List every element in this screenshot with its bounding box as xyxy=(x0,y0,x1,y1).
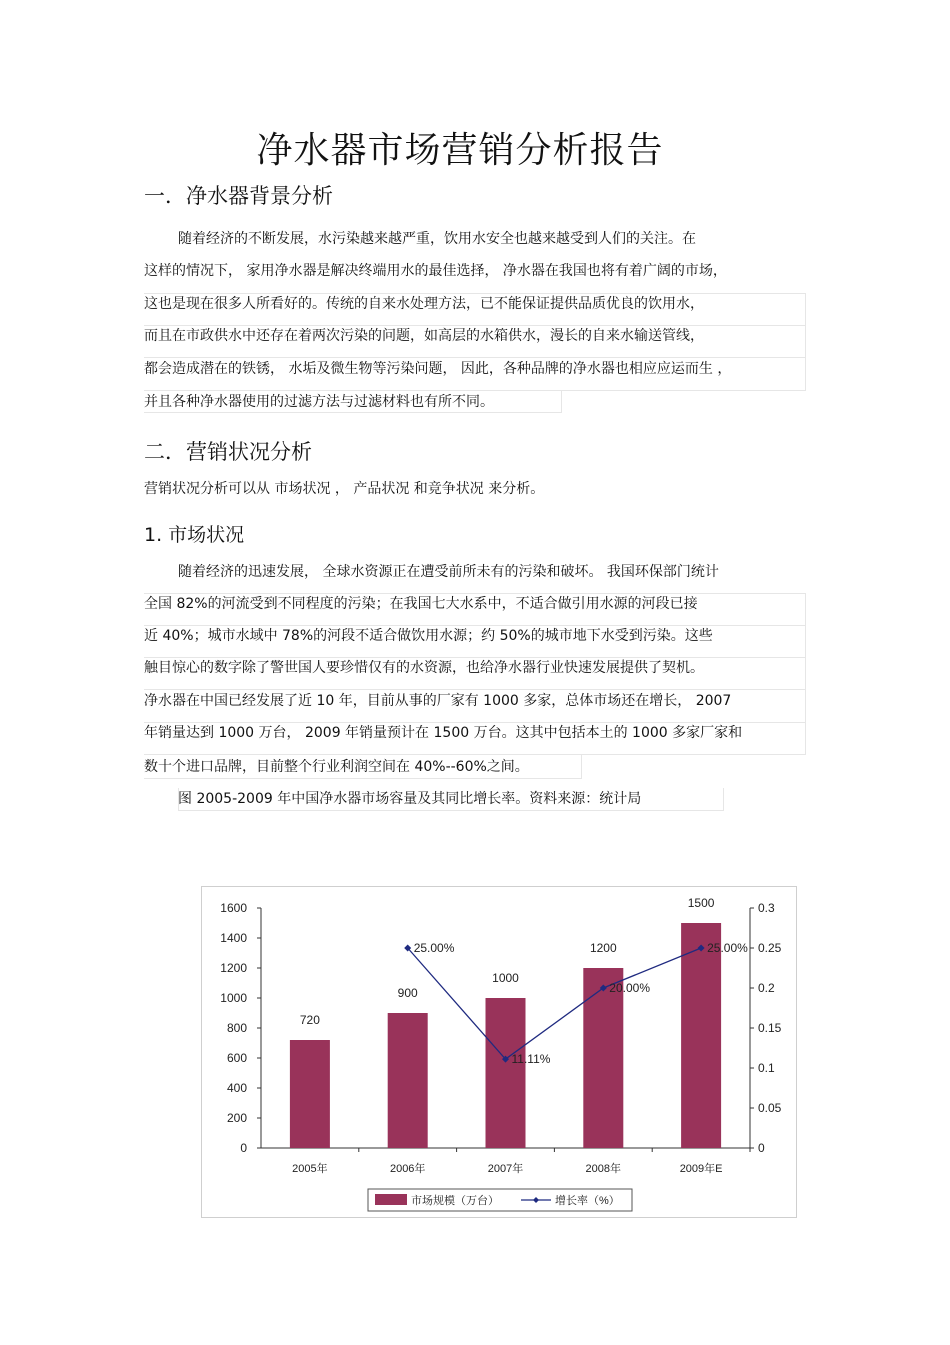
page-title: 净水器市场营销分析报告 xyxy=(256,130,664,171)
scan-line xyxy=(144,754,806,755)
x-tick-label: 2006年 xyxy=(389,1163,426,1175)
scan-line xyxy=(805,593,806,754)
scan-line xyxy=(805,293,806,390)
paragraph-line: 而且在市政供水中还存在着两次污染的问题，如高层的水箱供水，漫长的自来水输送管线， xyxy=(144,328,704,344)
y2-tick-label: 0.05 xyxy=(758,1101,782,1115)
bar-2009年E xyxy=(681,923,721,1148)
paragraph-line: 并且各种净水器使用的过滤方法与过滤材料也有所不同。 xyxy=(144,394,494,410)
y-tick-label: 1600 xyxy=(220,901,247,915)
scan-line xyxy=(178,788,179,810)
section-heading-marketing: 二．营销状况分析 xyxy=(144,440,312,464)
y2-tick-label: 0.15 xyxy=(758,1021,782,1035)
scan-line xyxy=(144,390,806,391)
market-chart xyxy=(201,886,797,1218)
scan-line xyxy=(178,810,724,811)
y2-tick-label: 0.25 xyxy=(758,941,782,955)
y2-tick-label: 0 xyxy=(758,1141,765,1155)
y-tick-label: 1400 xyxy=(220,931,247,945)
y-tick-label: 200 xyxy=(226,1111,247,1125)
y-tick-label: 1000 xyxy=(220,991,247,1005)
x-tick-label: 2005年 xyxy=(292,1163,328,1175)
scan-line xyxy=(581,754,582,778)
scan-line xyxy=(144,293,806,294)
paragraph-line: 触目惊心的数字除了警世国人要珍惜仅有的水资源，也给净水器行业快速发展提供了契机。 xyxy=(144,660,704,676)
y-tick-label: 1200 xyxy=(220,961,247,975)
y2-tick-label: 0.2 xyxy=(758,981,775,995)
paragraph-line: 数十个进口品牌，目前整个行业利润空间在 40%--60%之间。 xyxy=(144,759,529,775)
paragraph-line: 随着经济的不断发展，水污染越来越严重，饮用水安全也越来越受到人们的关注。在 xyxy=(178,231,696,247)
bar-2006年 xyxy=(388,1013,428,1148)
x-tick-label: 2008年 xyxy=(585,1163,622,1175)
y-tick-label: 800 xyxy=(226,1021,247,1035)
y2-tick-label: 0.3 xyxy=(758,901,775,915)
scan-line xyxy=(144,689,806,690)
paragraph-line: 这也是现在很多人所看好的。传统的自来水处理方法，已不能保证提供品质优良的饮用水， xyxy=(144,296,704,312)
scan-line xyxy=(144,325,806,326)
scan-line xyxy=(723,788,724,810)
y2-tick-label: 0.1 xyxy=(758,1061,775,1075)
growth-rate-label: 25.00% xyxy=(413,941,455,955)
legend-bar-swatch xyxy=(375,1194,407,1205)
scan-line xyxy=(144,593,806,594)
bar-value-label: 1200 xyxy=(589,941,617,955)
scan-line xyxy=(561,390,562,412)
paragraph-line: 全国 82%的河流受到不同程度的污染；在我国七大水系中，不适合做引用水源的河段已接 xyxy=(144,596,698,612)
scan-line xyxy=(144,722,806,723)
y-tick-label: 400 xyxy=(226,1081,247,1095)
scan-line xyxy=(144,625,806,626)
paragraph-line: 年销量达到 1000 万台， 2009 年销量预计在 1500 万台。这其中包括本土的 1000 多家厂家和 xyxy=(144,725,743,741)
bar-value-label: 900 xyxy=(397,986,418,1000)
bar-2008年 xyxy=(583,968,623,1148)
scan-line xyxy=(144,412,562,413)
y-tick-label: 0 xyxy=(240,1141,247,1155)
bar-value-label: 720 xyxy=(299,1013,320,1027)
subsection-heading-market: 1. 市场状况 xyxy=(144,524,245,546)
legend-line-label: 增长率（%） xyxy=(555,1195,620,1207)
bar-value-label: 1500 xyxy=(687,896,715,910)
growth-rate-label: 11.11% xyxy=(511,1052,551,1067)
bar-value-label: 1000 xyxy=(492,971,519,985)
scan-line xyxy=(144,657,806,658)
x-tick-label: 2007年 xyxy=(487,1163,524,1175)
market-chart-svg xyxy=(201,886,797,1218)
scan-line xyxy=(144,778,582,779)
figure-caption: 图 2005-2009 年中国净水器市场容量及其同比增长率。资料来源：统计局 xyxy=(178,791,642,807)
bar-2005年 xyxy=(290,1040,330,1148)
paragraph-line: 近 40%；城市水域中 78%的河段不适合做饮用水源；约 50%的城市地下水受到污染。这些 xyxy=(144,628,713,644)
growth-rate-label: 20.00% xyxy=(609,981,651,995)
bar-2007年 xyxy=(486,998,526,1148)
x-tick-label: 2009年E xyxy=(679,1163,723,1175)
growth-rate-label: 25.00% xyxy=(707,941,748,955)
paragraph-line: 净水器在中国已经发展了近 10 年，目前从事的厂家有 1000 多家，总体市场还在增长， 2007 xyxy=(144,693,732,709)
section-heading-background: 一．净水器背景分析 xyxy=(144,184,333,208)
y-tick-label: 600 xyxy=(226,1051,247,1065)
paragraph-line: 随着经济的迅速发展， 全球水资源正在遭受前所未有的污染和破坏。 我国环保部门统计 xyxy=(178,564,719,580)
legend-bar-label: 市场规模（万台） xyxy=(411,1195,499,1207)
paragraph-line: 都会造成潜在的铁锈， 水垢及微生物等污染问题， 因此，各种品牌的净水器也相应应运而生 ， xyxy=(144,361,732,377)
paragraph-line: 这样的情况下， 家用净水器是解决终端用水的最佳选择， 净水器在我国也将有着广阔的市场， xyxy=(144,263,727,279)
scan-line xyxy=(144,357,806,358)
paragraph-line: 营销状况分析可以从 市场状况 ， 产品状况 和竞争状况 来分析。 xyxy=(144,481,545,497)
